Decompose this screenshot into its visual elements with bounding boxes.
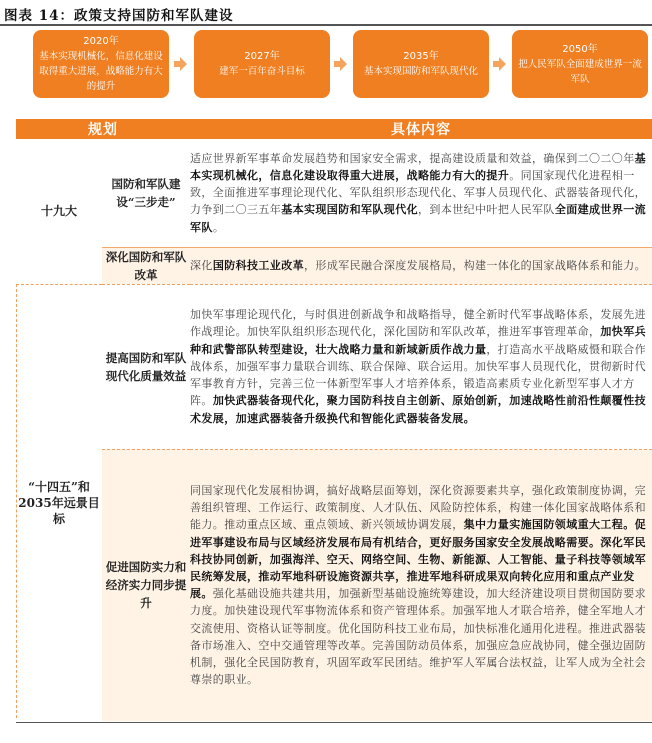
row-content: [190, 284, 652, 449]
timeline-text: 把人民军队全面建成世界一流军队: [518, 58, 642, 85]
content-bold-text: 基本实现机械化，信息化建设取得重大进展，战略能力有大的提升: [190, 151, 647, 182]
timeline-text: 建军一百年奋斗目标: [219, 66, 305, 77]
title-rule: [0, 24, 652, 26]
row-content: [190, 449, 652, 721]
content-text: 。同国家现代化进程相一致，全面推进军事理论现代化、军队组织形态现代化、军事人员现代化、武器装备现代化，力争到二〇三五年: [190, 168, 646, 217]
arrow-right-icon: [493, 57, 506, 71]
timeline-year: 2027年: [244, 51, 280, 62]
row-category: 十九大: [40, 204, 77, 219]
content-bold-text: 集中力量实施国防领域重大工程。促进军事建设布局与区域经济发展布局有机结合，更好服务国家安全发展战略需要。深化军民科技协同创新，加强海洋、空天、网络空间、生物、新能源、人工智能、量子科技等领域军民统筹发展，推动军地科研设施资源共享，推进军地科研成果双向转化应用和重点产业发展。: [190, 518, 647, 601]
content-bold-text: 加快武器装备现代化，聚力国防科技自主创新、原始创新，加速战略性前沿性颠覆性技术发展，加速武器装备升级换代和智能化武器装备发展。: [190, 394, 647, 425]
header-content: 具体内容: [190, 119, 652, 139]
header-plan: 规划: [16, 119, 190, 139]
timeline-year: 2035年: [403, 51, 439, 62]
row-subcategory: 提高国防和军队现代化质量效益: [102, 284, 190, 449]
figure-title: 图表 14：政策支持国防和军队建设: [4, 8, 234, 24]
content-bold-text: 加快军兵种和武警部队转型建设，壮大战略力量和新域新质作战力量: [190, 325, 647, 356]
content-text: 同国家现代化发展相协调，搞好战略层面筹划，深化资源要素共享，强化政策制度协调，完善组织管理、工作运行、政策制度、人才队伍、风险防控体系，构建一体化国家战略体系和能力。推动重点区域、重点领域、新兴领域协调发展，: [190, 484, 646, 532]
arrow-right-icon: [174, 57, 187, 71]
row-content: [190, 139, 652, 247]
row-subcategory: 深化国防和军队改革: [102, 247, 190, 284]
content-text: 加快军事理论现代化，与时俱进创新战争和战略指导，健全新时代军事战略体系，发展先进作战理论。加快军队组织形态现代化，深化国防和军队改革，推进军事管理革命，: [190, 308, 646, 339]
left-dashed-border: [16, 284, 17, 718]
arrow-right-icon: [334, 57, 347, 71]
content-text: ，到本世纪中叶把人民军队: [418, 203, 555, 217]
table-row: [16, 139, 652, 247]
table-row: [16, 284, 652, 449]
content-text: 强化基础设施共建共用，加强新型基础设施统筹建设，加大经济建设项目贯彻国防要求力度。加快建设现代军事物流体系和资产管理体系。加强军地人才联合培养，健全军地人才交流使用、资格认证等制度。优化国防科技工业布局，加快标准化通用化进程。推进武器装备市场准入、空中交通管理等改革。完善国防动员体系，加强应急应战协同，健全强边固防机制，强化全民国防教育，巩固军政军民团结。维护军人军属合法权益，让军人成为全社会尊崇的职业。: [190, 587, 647, 687]
timeline-text: 基本实现国防和军队现代化: [363, 66, 478, 77]
row-subcategory: 促进国防实力和经济实力同步提升: [102, 449, 190, 721]
table-row: [16, 247, 652, 284]
timeline-step-2027: [194, 30, 330, 98]
content-bold-text: 国防科技工业改革: [212, 258, 305, 272]
content-text: 适应世界新军事革命发展趋势和国家安全需求，提高建设质量和效益，确保到二〇二〇年: [190, 151, 635, 165]
row-content: [190, 247, 652, 284]
content-text: 。: [212, 220, 225, 234]
content-text: ，打造高水平战略威慑和联合作战体系，加强军事力量联合训练、联合保障、联合运用。加快军事人员现代化，贯彻新时代军事教育方针，完善三位一体新型军事人才培养体系，锻造高素质专业化新型军事人才方阵。: [190, 342, 647, 408]
content-bold-text: 基本实现国防和军队现代化: [281, 203, 419, 217]
timeline-step-2050: [512, 30, 648, 98]
content-text: 深化: [190, 258, 213, 272]
row-subcategory: 国防和军队建设“三步走”: [102, 139, 190, 247]
timeline-step-2020: [33, 30, 169, 98]
timeline-year: 2050年: [562, 43, 598, 55]
timeline-year: 2020年: [83, 36, 119, 47]
bottom-rule: [16, 722, 652, 723]
table-header-row: [16, 119, 652, 139]
timeline-text: 基本实现机械化，信息化建设取得重大进展，战略能力有大的提升: [39, 51, 163, 92]
policy-table: [16, 119, 652, 721]
content-bold-text: 全面建成世界一流军队: [190, 203, 647, 234]
timeline-step-2035: [353, 30, 489, 98]
table-row: [16, 449, 652, 721]
row-category: “十四五”和2035年远景目标: [16, 284, 102, 721]
content-text: ，形成军民融合深度发展格局，构建一体化的国家战略体系和能力。: [304, 258, 647, 272]
